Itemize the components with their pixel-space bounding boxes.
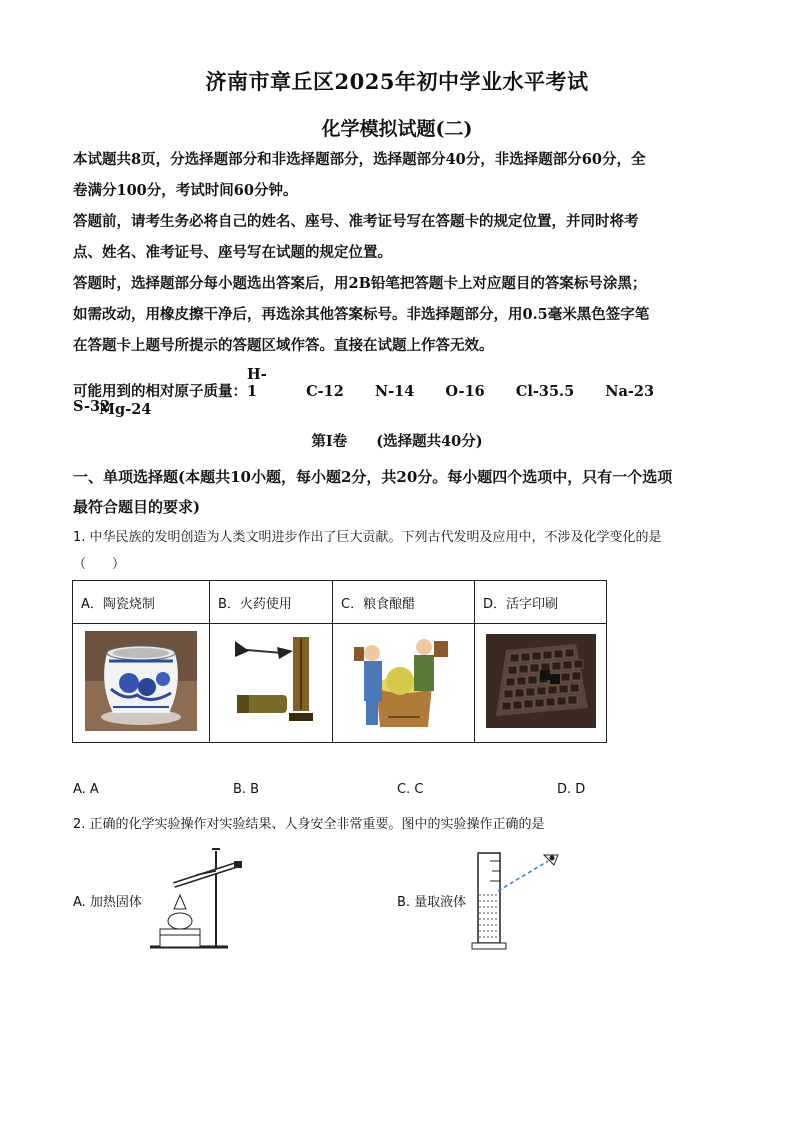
heating-solid-diagram [150, 845, 246, 953]
section-heading [73, 462, 733, 522]
option-c-label: C．粮食酿醋 [333, 581, 475, 624]
movable-type-image [475, 624, 607, 743]
section-line: 一、单项选择题(本题共10小题，每小题2分，共20分。每小题四个选项中，只有一个选项 [73, 468, 673, 486]
instruction-line: 答题时，选择题部分每小题选出答案后，用2B铅笔把答题卡上对应题目的答案标号涂黑； [73, 275, 647, 292]
instruction-line: 答题前，请考生务必将自己的姓名、座号、准考证号写在答题卡的规定位置，并同时将考 [73, 213, 639, 230]
vinegar-image [333, 624, 475, 743]
exam-subtitle: 化学模拟试题(二) [321, 118, 473, 140]
answer-choice-d[interactable]: D. D [557, 782, 586, 797]
atomic-masses [73, 366, 733, 418]
mass-item: Cl-35.5 [515, 383, 575, 400]
mass-item: S-32 [73, 398, 111, 415]
mass-item: N-14 [374, 383, 415, 400]
answer-choice-b[interactable]: B. B [233, 782, 260, 797]
option-b-label: B．火药使用 [210, 581, 333, 624]
mass-item: C-12 [306, 383, 344, 400]
porcelain-image [73, 624, 210, 743]
question-stem: 1. 中华民族的发明创造为人类文明进步作出了巨大贡献。下列古代发明及应用中，不涉及化学变化的是 [73, 530, 662, 545]
answer-choice-a[interactable]: A. A [73, 782, 99, 797]
instruction-line: 点、姓名、准考证号、座号写在试题的规定位置。 [73, 244, 392, 261]
instruction-line: 本试题共8页，分选择题部分和非选择题部分，选择题部分40分，非选择题部分60分，全 [73, 151, 646, 168]
measuring-liquid-diagram [470, 845, 566, 953]
option-a-label: A．陶瓷烧制 [73, 581, 210, 624]
exam-title: 济南市章丘区2025年初中学业水平考试 [205, 69, 589, 94]
mass-item: Na-23 [605, 383, 655, 400]
instructions [73, 144, 733, 361]
options-table [72, 580, 607, 743]
atomic-masses-label: 可能用到的相对原子质量： [73, 383, 247, 400]
part-heading [0, 430, 794, 451]
instruction-line: 如需改动，用橡皮擦干净后，再选涂其他答案标号。非选择题部分，用0.5毫米黑色签字笔 [73, 306, 650, 323]
part-note: (选择题共40分) [376, 433, 483, 450]
instruction-line: 在答题卡上题号所提示的答题区域作答。直接在试题上作答无效。 [73, 337, 494, 354]
q2-option-a-label: A. 加热固体 [73, 895, 142, 910]
q2-option-b-label: B. 量取液体 [397, 895, 467, 910]
answer-blank: （ ） [73, 557, 126, 572]
gunpowder-image [210, 624, 333, 743]
instruction-line: 卷满分100分，考试时间60分钟。 [73, 182, 298, 199]
option-d-label: D．活字印刷 [475, 581, 607, 624]
section-line: 最符合题目的要求) [73, 498, 201, 516]
mass-item: Mg-24 [99, 401, 152, 418]
answer-choice-c[interactable]: C. C [397, 782, 424, 797]
question-2-stem: 2. 正确的化学实验操作对实验结果、人身安全非常重要。图中的实验操作正确的是 [73, 817, 545, 832]
question-1 [73, 524, 733, 578]
mass-item: H-1 [247, 366, 267, 400]
part-title: 第Ⅰ卷 [311, 433, 348, 450]
mass-item: O-16 [445, 383, 485, 400]
